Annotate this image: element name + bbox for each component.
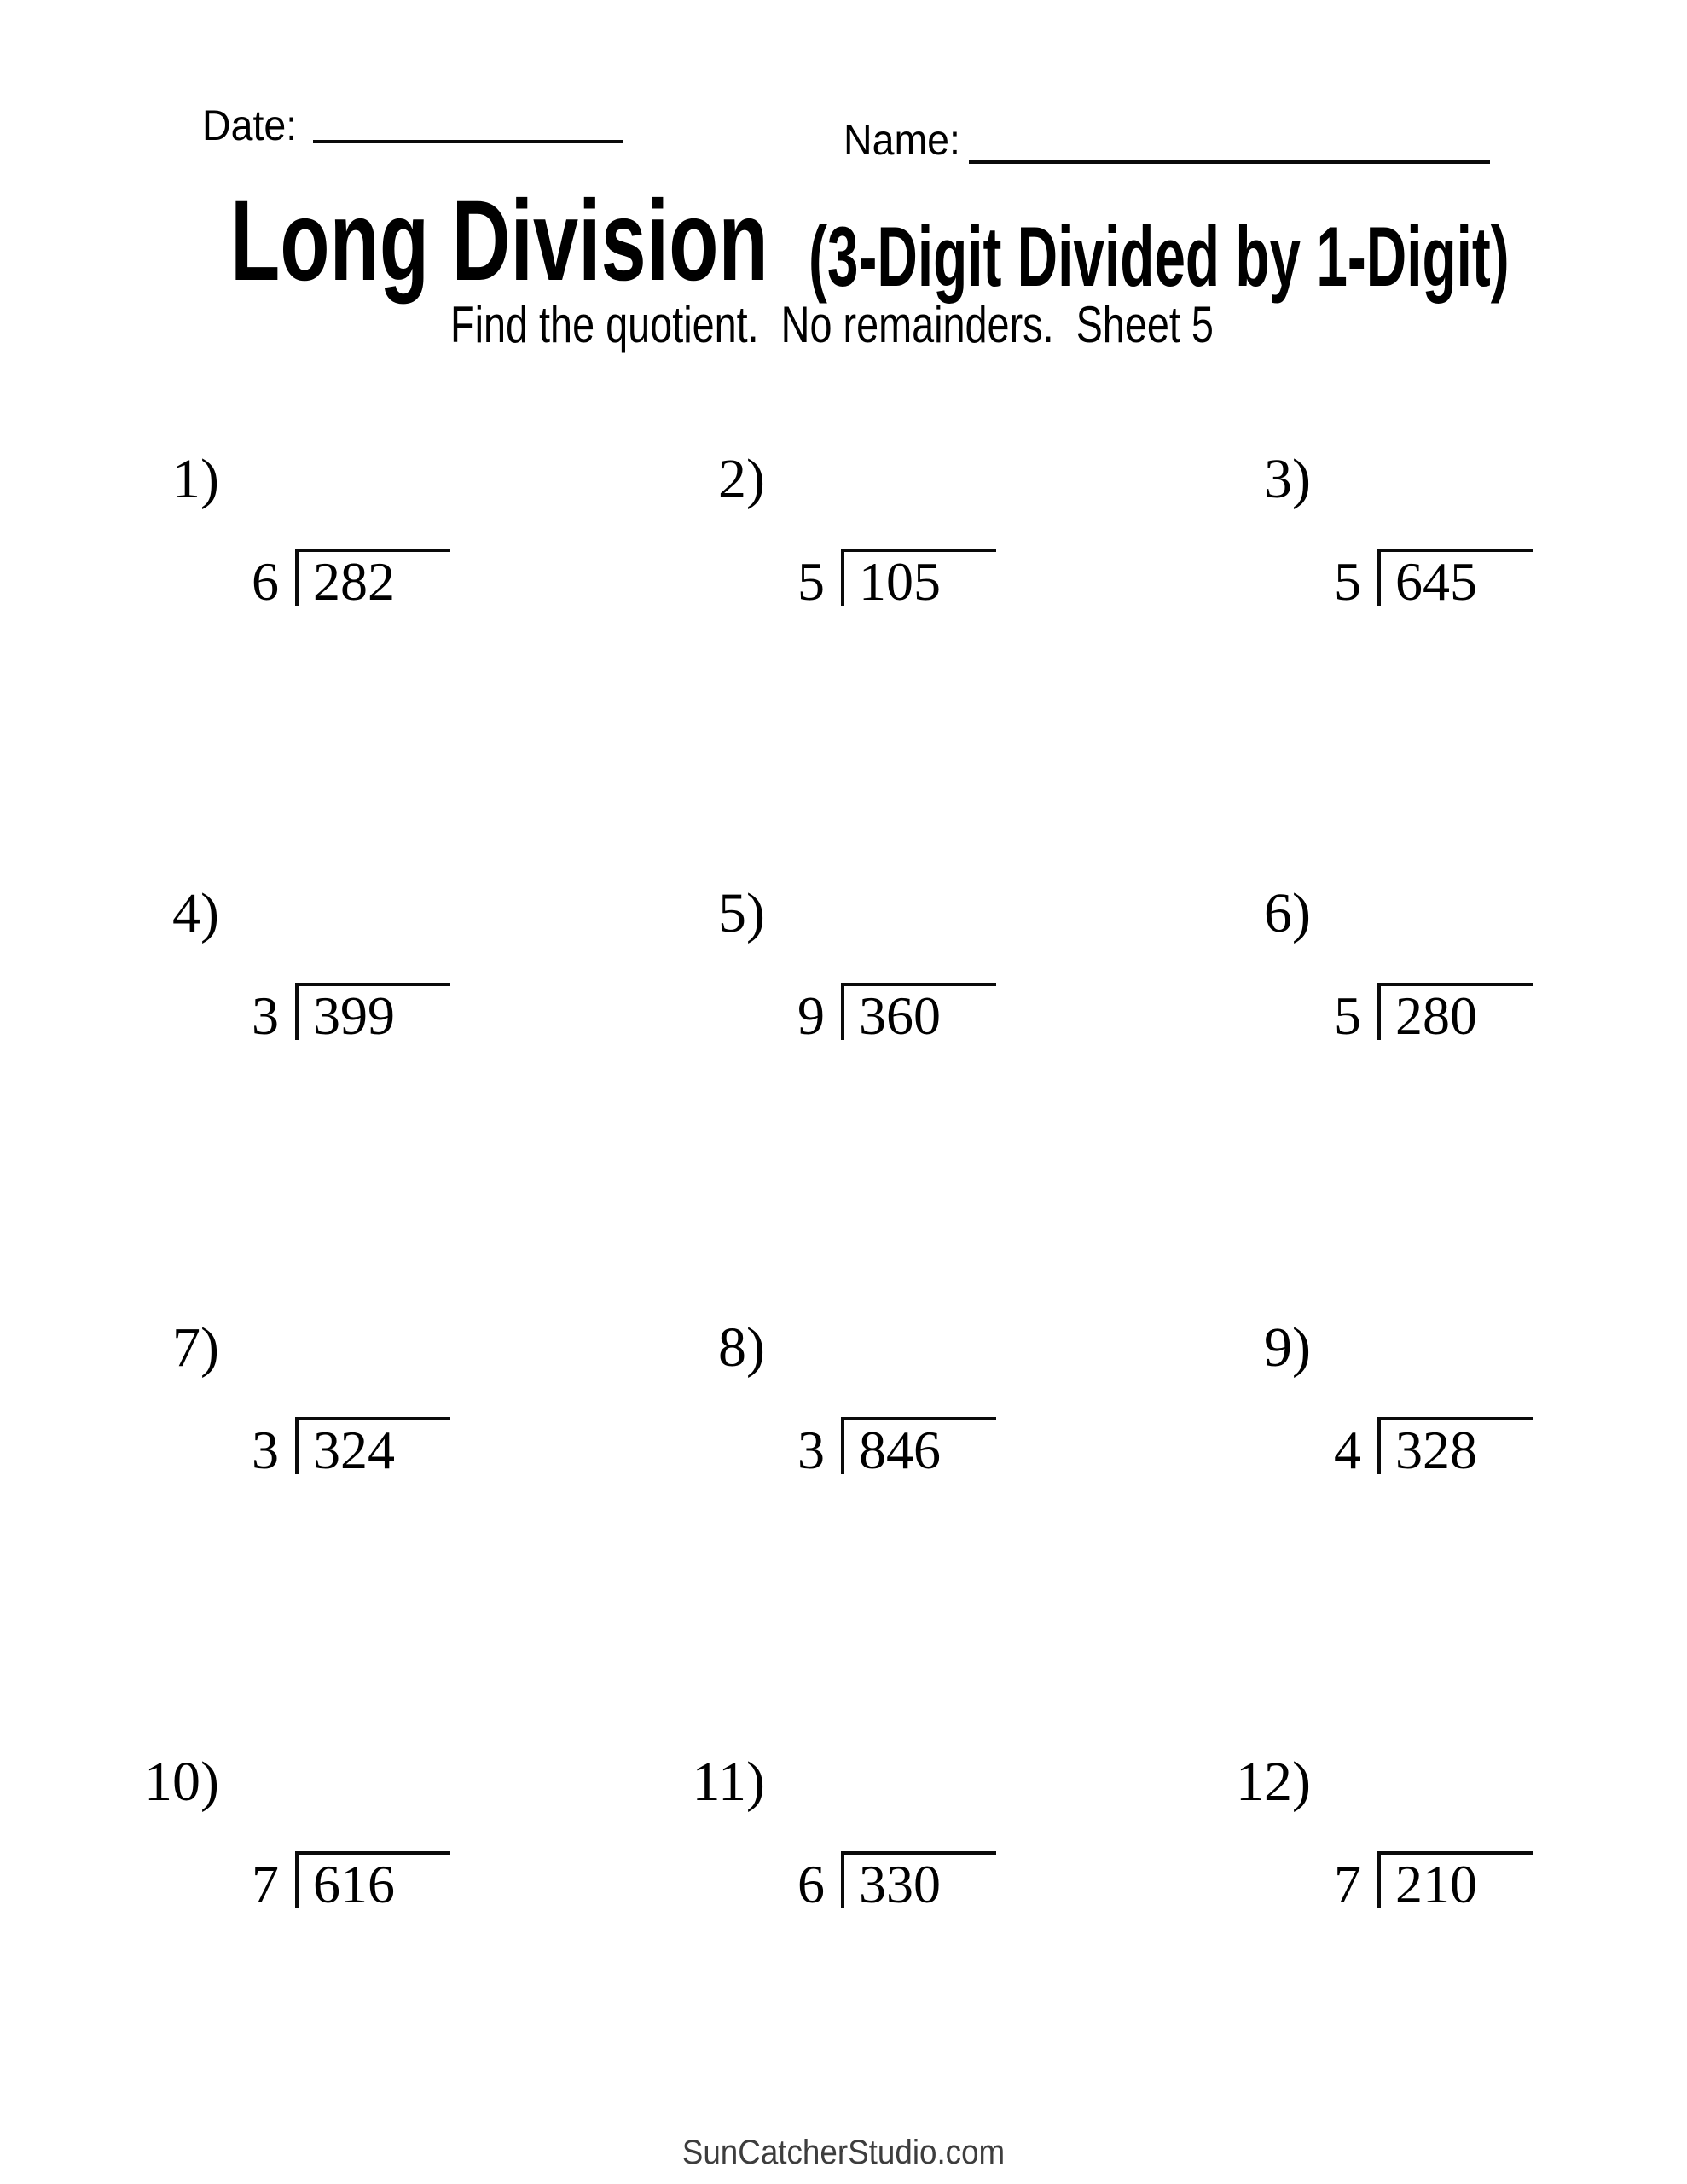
divisor: 6 [797,1854,825,1914]
problem-number-4: 4) [172,882,219,944]
division-bracket-3 [1324,549,1533,612]
divisor: 3 [797,1420,825,1480]
problem-number-8: 8) [718,1316,765,1379]
problem-number-1: 1) [172,448,219,510]
problem-number-12: 12) [1236,1751,1311,1813]
site-credit: SunCatcherStudio.com [681,2134,1006,2171]
dividend: 399 [295,983,450,1040]
dividend: 282 [295,549,450,606]
division-bracket-2 [787,549,996,612]
dividend: 280 [1377,983,1533,1040]
division-bracket-1 [241,549,450,612]
dividend: 324 [295,1417,450,1474]
name-blank-line [969,160,1490,164]
division-bracket-5 [787,983,996,1046]
problem-number-5: 5) [718,882,765,944]
division-bracket-6 [1324,983,1533,1046]
division-bracket-7 [241,1417,450,1478]
divisor: 7 [1334,1854,1361,1914]
division-bracket-10 [241,1851,450,1912]
date-label: Date: [202,102,298,149]
division-bracket-9 [1324,1417,1533,1478]
division-bracket-4 [241,983,450,1046]
divisor: 3 [252,1420,279,1480]
divisor: 9 [797,985,825,1046]
divisor: 7 [252,1854,279,1914]
divisor: 5 [1334,985,1361,1046]
dividend: 328 [1377,1417,1533,1474]
problem-number-7: 7) [172,1316,219,1379]
problem-number-3: 3) [1264,448,1311,510]
division-bracket-11 [787,1851,996,1912]
divisor: 5 [1334,551,1361,612]
division-bracket-12 [1324,1851,1533,1912]
dividend: 330 [841,1851,996,1908]
problem-number-9: 9) [1264,1316,1311,1379]
dividend: 210 [1377,1851,1533,1908]
date-blank-line [313,140,623,143]
divisor: 5 [797,551,825,612]
division-bracket-8 [787,1417,996,1478]
dividend: 645 [1377,549,1533,606]
problem-number-11: 11) [692,1751,765,1813]
dividend: 105 [841,549,996,606]
divisor: 3 [252,985,279,1046]
dividend: 846 [841,1417,996,1474]
page-title: Long Division [230,177,768,305]
instructions-text: Find the quotient. No remainders. Sheet 5 [450,296,1214,353]
name-label: Name: [844,116,960,164]
dividend: 616 [295,1851,450,1908]
divisor: 4 [1334,1420,1361,1480]
problem-number-6: 6) [1264,882,1311,944]
problem-number-10: 10) [144,1751,219,1813]
page-title-qualifier: (3-Digit Divided by 1-Digit) [809,209,1510,304]
problem-number-2: 2) [718,448,765,510]
dividend: 360 [841,983,996,1040]
divisor: 6 [252,551,279,612]
